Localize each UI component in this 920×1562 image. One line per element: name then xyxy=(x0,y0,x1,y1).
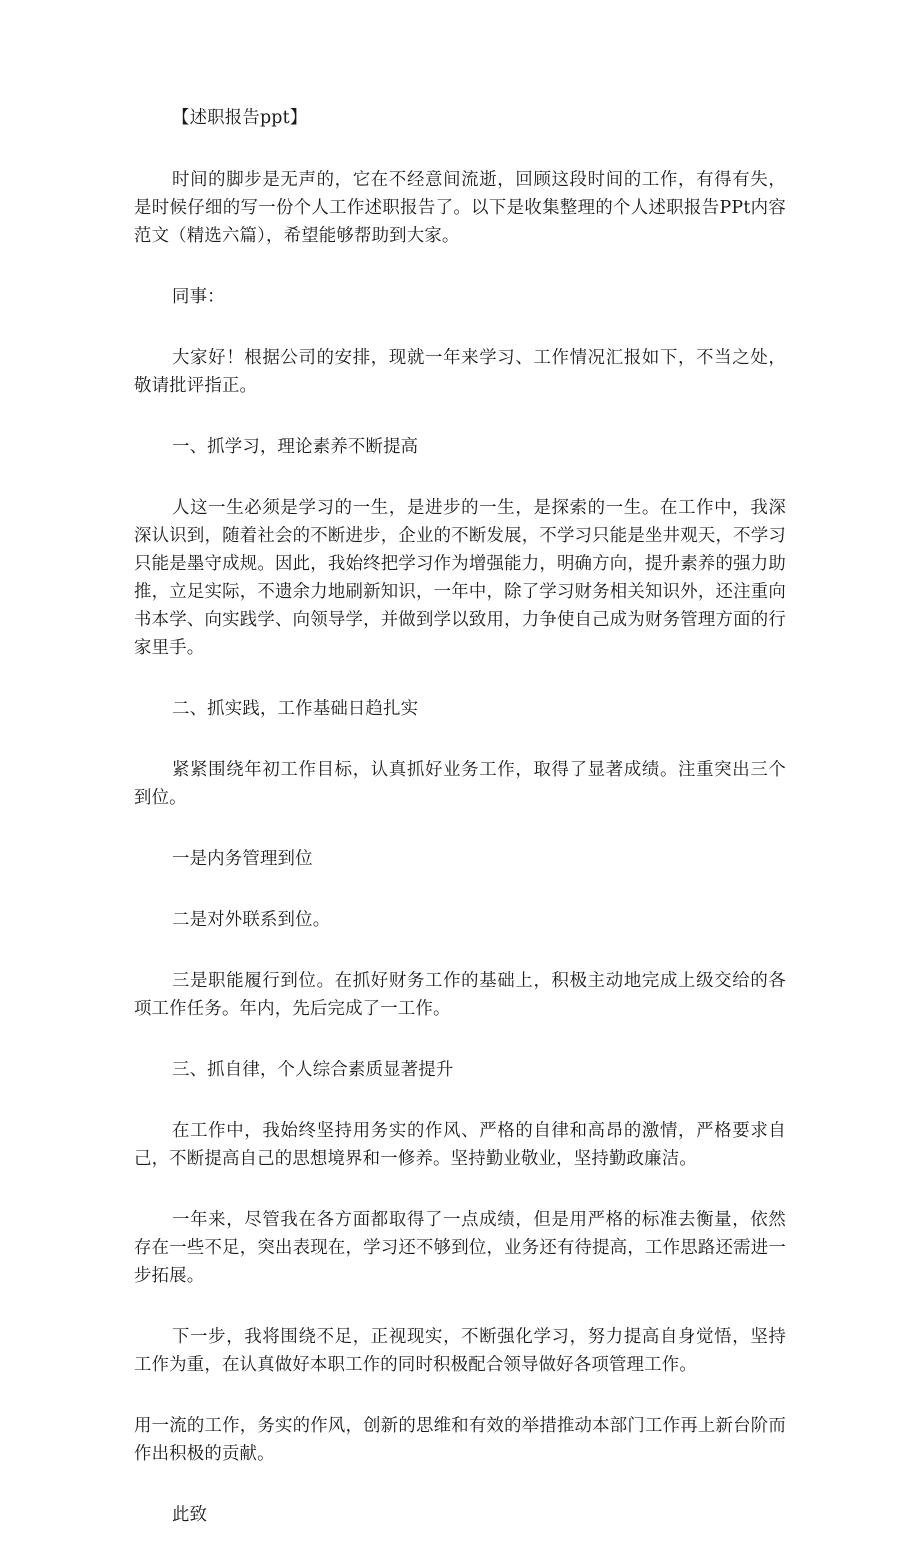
sign-off: 此致 xyxy=(172,1505,208,1525)
section-3-paragraph: 在工作中，我始终坚持用务实的作风、严格的自律和高昂的激情，严格要求自己，不断提高自己的思想境界和一修养。坚持勤业敬业，坚持勤政廉洁。 xyxy=(134,1121,786,1169)
section-2-item-1: 一是内务管理到位 xyxy=(172,849,313,869)
section-heading-3: 三、抓自律，个人综合素质显著提升 xyxy=(172,1060,454,1080)
salutation: 同事： xyxy=(172,287,225,307)
section-1-paragraph: 人这一生必须是学习的一生，是进步的一生，是探索的一生。在工作中，我深深认识到，随着社会的不断进步，企业的不断发展，不学习只能是坐井观天，不学习只能是墨守成规。因此，我始终把学习作为增强能力，明确方向，提升素养的强力助推，立足实际，不遗余力地刷新知识，一年中，除了学习财务相关知识外，还注重向书本学、向实践学、向领导学，并做到学以致用，力争使自己成为财务管理方面的行家里手。 xyxy=(134,498,786,658)
document-body xyxy=(134,104,786,1562)
intro-paragraph: 时间的脚步是无声的，它在不经意间流逝，回顾这段时间的工作，有得有失，是时候仔细的写一份个人工作述职报告了。以下是收集整理的个人述职报告PPt内容范文（精选六篇），希望能够帮助到大家。 xyxy=(134,170,786,246)
document-title: 【述职报告ppt】 xyxy=(172,108,308,128)
section-2-paragraph: 紧紧围绕年初工作目标，认真抓好业务工作，取得了显著成绩。注重突出三个到位。 xyxy=(134,760,786,808)
section-2-item-2: 二是对外联系到位。 xyxy=(172,910,331,930)
shortcomings-paragraph: 一年来，尽管我在各方面都取得了一点成绩，但是用严格的标准去衡量，依然存在一些不足，突出表现在，学习还不够到位，业务还有待提高，工作思路还需进一步拓展。 xyxy=(134,1210,786,1286)
section-2-item-3: 三是职能履行到位。在抓好财务工作的基础上，积极主动地完成上级交给的各项工作任务。年内，先后完成了一工作。 xyxy=(134,971,786,1019)
closing-paragraph: 用一流的工作，务实的作风，创新的思维和有效的举措推动本部门工作再上新台阶而作出积极的贡献。 xyxy=(134,1416,786,1464)
greeting-paragraph: 大家好！根据公司的安排，现就一年来学习、工作情况汇报如下，不当之处，敬请批评指正。 xyxy=(134,348,786,396)
section-heading-1: 一、抓学习，理论素养不断提高 xyxy=(172,437,419,457)
section-heading-2: 二、抓实践，工作基础日趋扎实 xyxy=(172,699,419,719)
next-steps-paragraph: 下一步，我将围绕不足，正视现实，不断强化学习，努力提高自身觉悟，坚持工作为重，在认真做好本职工作的同时积极配合领导做好各项管理工作。 xyxy=(134,1327,786,1375)
